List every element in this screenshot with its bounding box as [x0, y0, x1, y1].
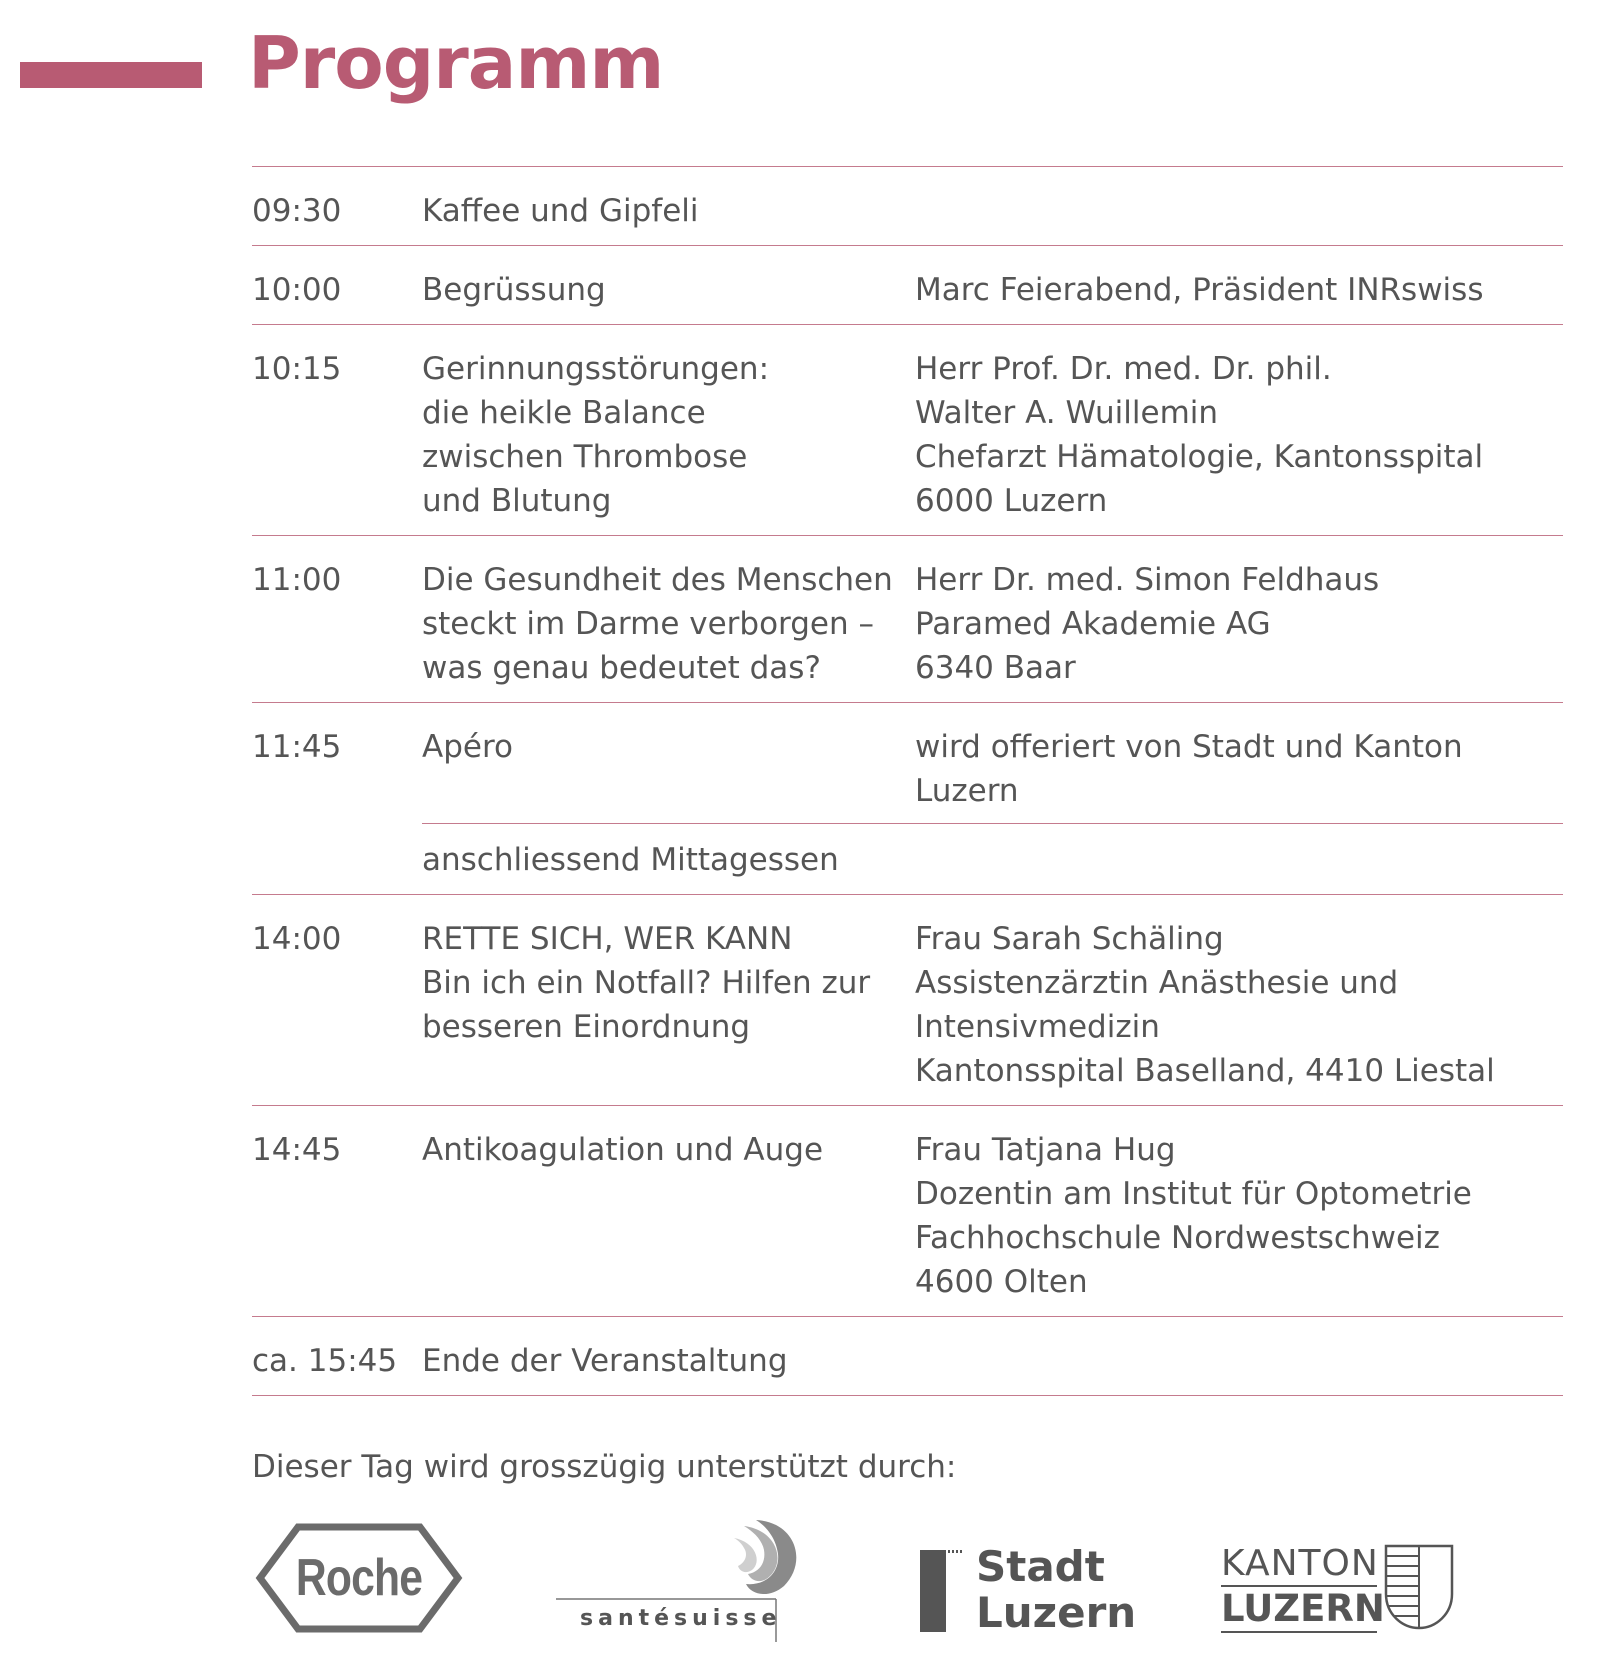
- page-title: Programm: [248, 21, 664, 105]
- row-speaker: Herr Dr. med. Simon Feldhaus Paramed Akademie AG 6340 Baar: [915, 562, 1380, 686]
- row-sub-topic: anschliessend Mittagessen: [422, 842, 839, 878]
- accent-bar: [20, 62, 202, 88]
- row-time-empty: [252, 838, 422, 882]
- schedule-row: [252, 895, 1563, 1106]
- kanton-rule: [1221, 1631, 1377, 1633]
- schedule-table: [252, 166, 1563, 1396]
- stadt-wordmark-line2: Luzern: [976, 1588, 1137, 1637]
- schedule-row: [252, 1106, 1563, 1317]
- stadt-wordmark-line1: Stadt: [976, 1542, 1105, 1591]
- row-speaker: Marc Feierabend, Präsident INRswiss: [915, 272, 1484, 308]
- schedule-row: [252, 325, 1563, 536]
- row-time: 09:30: [252, 193, 342, 229]
- santesuisse-logo: [556, 1512, 816, 1647]
- row-time: 10:15: [252, 351, 342, 387]
- kanton-shield-icon: [1384, 1544, 1454, 1630]
- kanton-luzern-logo: [1221, 1544, 1457, 1634]
- kanton-wordmark-line1: KANTON: [1221, 1543, 1379, 1584]
- row-topic: Kaffee und Gipfeli: [422, 193, 699, 229]
- row-speaker: wird offeriert von Stadt und Kanton Luzern: [915, 729, 1463, 809]
- row-speaker: Frau Sarah Schäling Assistenzärztin Anästhesie und Intensivmedizin Kantonsspital Baselland, 4410 Liestal: [915, 921, 1495, 1089]
- row-topic: Apéro: [422, 729, 513, 765]
- row-topic: RETTE SICH, WER KANN Bin ich ein Notfall? Hilfen zur besseren Einordnung: [422, 921, 871, 1045]
- row-speaker: Herr Prof. Dr. med. Dr. phil. Walter A. Wuillemin Chefarzt Hämatologie, Kantonsspital 6000 Luzern: [915, 351, 1484, 519]
- row-time: ca. 15:45: [252, 1343, 398, 1379]
- row-topic: Begrüssung: [422, 272, 606, 308]
- row-time: 11:45: [252, 729, 342, 765]
- row-topic: Antikoagulation und Auge: [422, 1132, 824, 1168]
- schedule-row: [252, 703, 1563, 895]
- roche-wordmark: Roche: [295, 1549, 423, 1607]
- row-speaker: [915, 1339, 1563, 1383]
- santesuisse-wordmark: santésuisse: [580, 1606, 782, 1631]
- row-topic: Ende der Veranstaltung: [422, 1343, 788, 1379]
- stadt-luzern-logo: [920, 1542, 1140, 1640]
- schedule-row: [252, 1317, 1563, 1396]
- roche-logo: [254, 1522, 464, 1634]
- stadt-bar-icon: [920, 1550, 946, 1632]
- kanton-wordmark-line2: LUZERN: [1221, 1587, 1385, 1630]
- schedule-row: [252, 167, 1563, 246]
- row-time: 14:45: [252, 1132, 342, 1168]
- row-speaker: [915, 189, 1563, 233]
- support-text: Dieser Tag wird grosszügig unterstützt durch:: [252, 1449, 957, 1485]
- row-topic: Gerinnungsstörungen: die heikle Balance zwischen Thrombose und Blutung: [422, 351, 770, 519]
- schedule-row: [252, 536, 1563, 703]
- row-topic: Die Gesundheit des Menschen steckt im Darme verborgen – was genau bedeutet das?: [422, 562, 893, 686]
- stadt-dots-icon: [948, 1550, 964, 1553]
- row-time: 14:00: [252, 921, 342, 957]
- row-time: 11:00: [252, 562, 342, 598]
- row-speaker: Frau Tatjana Hug Dozentin am Institut für Optometrie Fachhochschule Nordwestschweiz 4600 Olten: [915, 1132, 1472, 1300]
- inner-divider: [422, 823, 1563, 824]
- schedule-row: [252, 246, 1563, 325]
- row-time: 10:00: [252, 272, 342, 308]
